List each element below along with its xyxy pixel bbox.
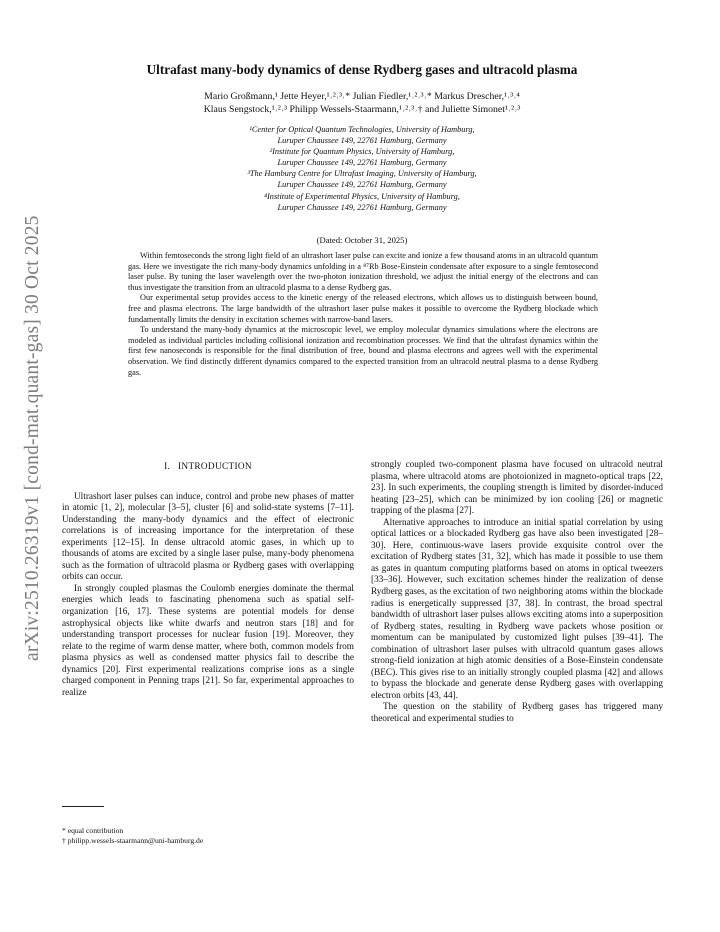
author-line-2: Klaus Sengstock,¹˒²˒³ Philipp Wessels-Staarmann,¹˒²˒³˒† and Juliette Simonet¹˒²˒³ — [203, 104, 521, 115]
author-list — [70, 90, 654, 116]
author-line-1: Mario Großmann,¹ Jette Heyer,¹˒²˒³˒* Julian Fiedler,¹˒²˒³˒* Markus Drescher,¹˒³˒⁴ — [204, 91, 520, 102]
body-paragraph: The question on the stability of Rydberg gases has triggered many theoretical and experimental studies to — [371, 702, 663, 725]
abstract — [128, 251, 598, 378]
affiliation-line: Luruper Chaussee 149, 22761 Hamburg, Germany — [277, 202, 447, 212]
section-number: I. — [164, 462, 171, 472]
footnote-rule — [62, 806, 104, 807]
footnote-email: † philipp.wessels-staarmann@uni-hamburg.de — [62, 836, 204, 845]
right-column — [371, 460, 663, 726]
affiliation-line: ²Institute for Quantum Physics, University of Hamburg, — [269, 147, 455, 157]
affiliation-line: Luruper Chaussee 149, 22761 Hamburg, Germany — [277, 158, 447, 168]
body-paragraph: strongly coupled two-component plasma have focused on ultracold neutral plasma, where ultracold atoms are photoionized in magneto-optical traps [22, 23]. In such experiments, the coupling strength is limited by disorder-induced heating [23–25], which can be minimized by ion cooling [26] or magnetic trapping of the plasma [27]. — [371, 460, 663, 517]
arxiv-identifier: arXiv:2510.26319v1 [cond-mat.quant-gas] 30 Oct 2025 — [22, 215, 43, 661]
affiliation-line: Luruper Chaussee 149, 22761 Hamburg, Germany — [277, 136, 447, 146]
abstract-paragraph: To understand the many-body dynamics at the microscopic level, we employ molecular dynamics simulations where the electrons are modeled as individual particles including collisional ionization and recombination processes. We find that the ultrafast dynamics within the first few nanoseconds is responsible for the final distribution of free, bound and plasma electrons and agrees well with the experimental observation. We find distinctly different dynamics compared to the expected transition from an ultracold neutral plasma to a dense Rydberg gas. — [128, 325, 598, 377]
body-paragraph: In strongly coupled plasmas the Coulomb energies dominate the thermal energies which leads to fascinating phenomena such as spatial self-organization [16, 17]. These systems are potential models for dense astrophysical objects like white dwarfs and neutron stars [18] and for understanding transport processes for nuclear fusion [19]. Moreover, they relate to the regime of warm dense matter, where both, common models from plasma physics as well as condensed matter physics fail to describe the dynamics [20]. First experimental realizations comprise ions as a single charged component in Penning traps [21]. So far, experimental approaches to realize — [62, 583, 354, 698]
left-column — [62, 462, 354, 699]
abstract-paragraph: Within femtoseconds the strong light field of an ultrashort laser pulse can excite and ionize a few thousand atoms in an ultracold quantum gas. Here we investigate the rich many-body dynamics unfolding in a ⁸⁷Rb Bose-Einstein condensate after exposure to a single femtosecond laser pulse. By tuning the laser wavelength over the two-photon ionization threshold, we adjust the initial energy of the electrons and can thus investigate the transition from an ultracold plasma to a dense Rydberg gas. — [128, 251, 598, 292]
body-paragraph: Alternative approaches to introduce an initial spatial correlation by using optical lattices or a blockaded Rydberg gas have also been investigated [28–30]. Here, continuous-wave lasers provide exquisite control over the excitation of Rydberg states [31, 32], which has made it possible to use them as gates in quantum computing platforms based on atoms in optical tweezers [33–36]. However, such excitation schemes hinder the realization of dense Rydberg gases, as the excitation of two neighboring atoms within the blockade radius is energetically suppressed [37, 38]. In contrast, the broad spectral bandwidth of ultrashort laser pulses allows exciting atoms into a superposition of Rydberg states, resulting in Rydberg wave packets whose position or momentum can be manipulated by customized light pulses [39–41]. The combination of ultrashort laser pulses with ultracold quantum gases allows strong-field ionization at high atomic densities of a Bose-Einstein condensate (BEC). This gives rise to an initially strongly coupled plasma [42] and allows to bypass the blockade and generate dense Rydberg gases with overlapping electron orbits [43, 44]. — [371, 517, 663, 701]
affiliation-line: Luruper Chaussee 149, 22761 Hamburg, Germany — [277, 180, 447, 190]
affiliation-line: ³The Hamburg Centre for Ultrafast Imaging, University of Hamburg, — [247, 169, 477, 179]
affiliation-line: ¹Center for Optical Quantum Technologies, University of Hamburg, — [249, 125, 475, 134]
body-paragraph: Ultrashort laser pulses can induce, control and probe new phases of matter in atomic [1, 2], molecular [3–5], cluster [6] and solid-state systems [7–11]. Understanding the many-body dynamics and the effect of electronic correlations is of increasing importance for the interpretation of these experiments [12–15]. In dense ultracold atomic gases, in which up to thousands of atoms are excited by a single laser pulse, many-body phenomena such as the formation of ultracold plasma or Rydberg gases with overlapping orbits can occur. — [62, 491, 354, 583]
abstract-paragraph: Our experimental setup provides access to the kinetic energy of the released electrons, which allows us to distinguish between bound, free and plasma electrons. The large bandwidth of the ultrashort laser pulse makes it possible to overcome the Rydberg blockade which fundamentally limits the density in excitation schemes with narrow-band lasers. — [128, 293, 598, 324]
footnotes — [62, 826, 354, 846]
footnote-equal-contribution: * equal contribution — [62, 826, 124, 835]
affiliation-line: ⁴Institute of Experimental Physics, University of Hamburg, — [264, 191, 460, 201]
affiliations — [100, 124, 624, 213]
section-title: INTRODUCTION — [178, 462, 252, 472]
paper-title: Ultrafast many-body dynamics of dense Rydberg gases and ultracold plasma — [146, 62, 578, 77]
section-heading — [62, 462, 354, 474]
dated-line: (Dated: October 31, 2025) — [316, 235, 408, 245]
